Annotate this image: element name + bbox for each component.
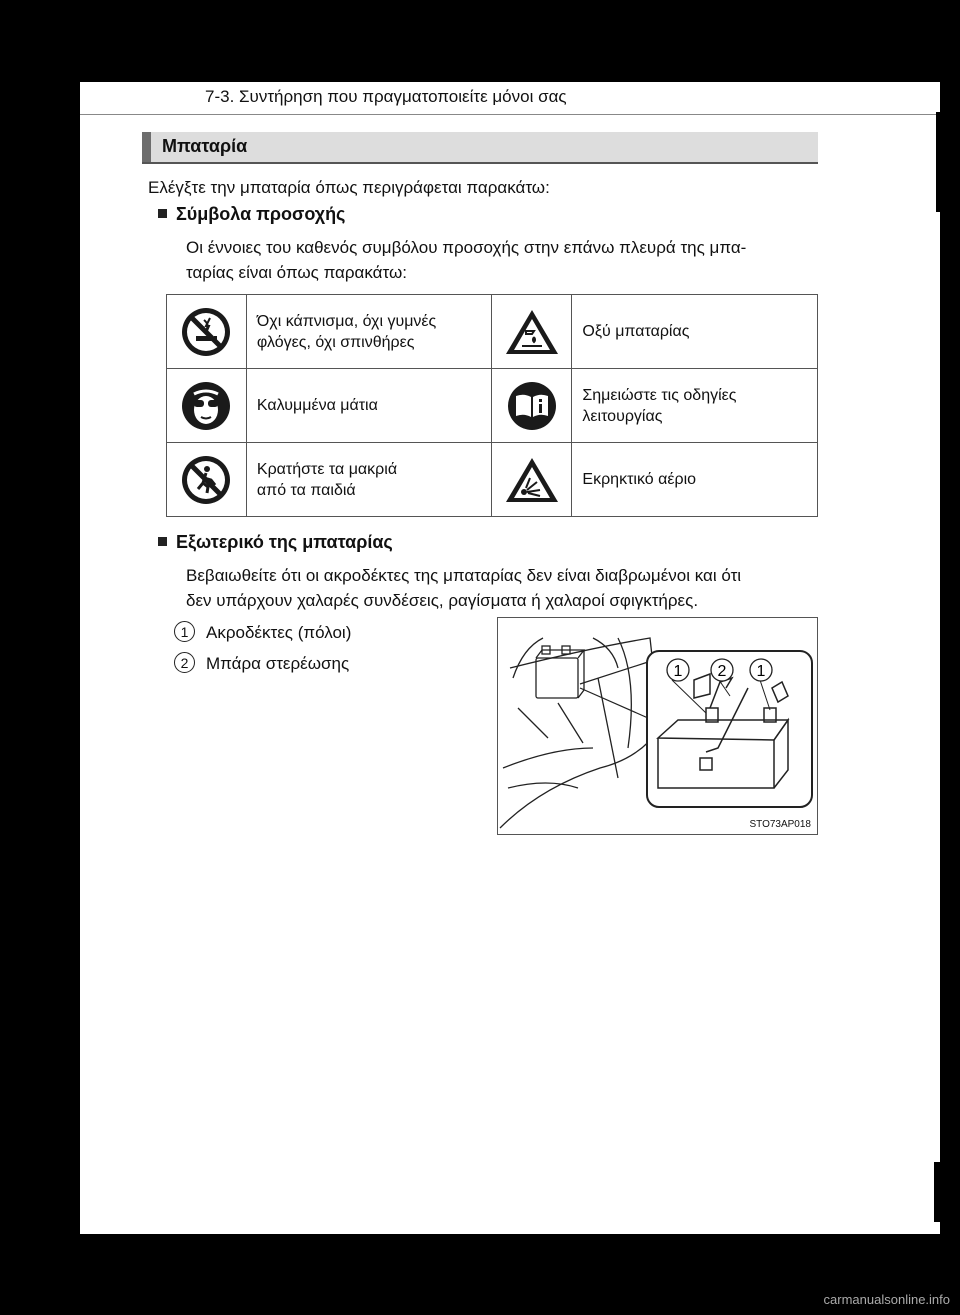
exterior-heading: [158, 532, 393, 553]
explosive-gas-icon: [492, 443, 572, 517]
exterior-line1: Βεβαιωθείτε ότι οι ακροδέκτες της μπαταρίας δεν είναι διαβρωμένοι και ότι: [186, 566, 742, 585]
header-rule: [80, 114, 940, 115]
eye-protection-icon: [167, 369, 247, 443]
heading-label: Σύμβολα προσοχής: [176, 204, 346, 224]
heading-label: Εξωτερικό της μπαταρίας: [176, 532, 393, 552]
legend-item: [174, 621, 351, 643]
symbol-label-line1: Σημειώστε τις οδηγίες: [582, 386, 737, 404]
legend-item: [174, 652, 349, 674]
battery-illustration: [497, 617, 818, 835]
symbol-label: [246, 295, 492, 369]
section-accent: [142, 132, 151, 162]
section-bar: [142, 132, 818, 162]
section-title: Μπαταρία: [162, 136, 248, 156]
callout-number: 2: [174, 652, 195, 673]
symbol-label-line2: φλόγες, όχι σπινθήρες: [256, 333, 415, 351]
page-edge-tab: [936, 112, 942, 212]
symbol-label: [572, 369, 818, 443]
symbol-label: [572, 295, 818, 369]
engine-bay-drawing: [498, 618, 818, 835]
callout-1-left: 1: [673, 663, 683, 680]
table-row: [167, 369, 818, 443]
instruction-manual-icon: [492, 369, 572, 443]
symbol-label-line1: Εκρηκτικό αέριο: [582, 471, 697, 488]
warning-symbols-heading: [158, 204, 345, 225]
table-row: [167, 295, 818, 369]
symbol-label-line2: λειτουργίας: [582, 407, 663, 425]
bullet-square: [158, 209, 167, 218]
keep-away-children-icon: [167, 443, 247, 517]
callout-number: 1: [174, 621, 195, 642]
no-smoking-icon: [167, 295, 247, 369]
callout-2: 2: [717, 663, 727, 680]
table-row: [167, 443, 818, 517]
manual-page: [80, 82, 940, 1234]
bullet-square: [158, 537, 167, 546]
symbol-label-line1: Καλυμμένα μάτια: [256, 397, 378, 414]
legend-label: Μπάρα στερέωσης: [206, 654, 350, 673]
watermark: carmanualsonline.info: [823, 1292, 950, 1307]
battery-acid-icon: [492, 295, 572, 369]
page-edge-tab-bottom: [934, 1162, 940, 1222]
callout-1-right: 1: [756, 663, 766, 680]
symbol-label-line1: Οξύ μπαταρίας: [582, 323, 690, 340]
warning-description-line2: ταρίας είναι όπως παρακάτω:: [186, 263, 407, 282]
symbol-label: [246, 443, 492, 517]
symbol-label-line1: Κρατήστε τα μακριά: [256, 460, 398, 478]
symbol-label-line2: από τα παιδιά: [256, 481, 356, 499]
symbol-label: [246, 369, 492, 443]
section-rule: [142, 162, 818, 164]
symbol-label-line1: Όχι κάπνισμα, όχι γυμνές: [256, 312, 437, 330]
chapter-header: 7-3. Συντήρηση που πραγματοποιείτε μόνοι σας: [205, 87, 567, 106]
warning-description-line1: Οι έννοιες του καθενός συμβόλου προσοχής στην επάνω πλευρά της μπα-: [186, 238, 747, 257]
legend-label: Ακροδέκτες (πόλοι): [206, 623, 352, 642]
figure-caption: STO73AP018: [749, 819, 811, 830]
intro-text: Ελέγξτε την μπαταρία όπως περιγράφεται παρακάτω:: [148, 178, 550, 197]
symbol-label: [572, 443, 818, 517]
exterior-line2: δεν υπάρχουν χαλαρές συνδέσεις, ραγίσματα ή χαλαροί σφιγκτήρες.: [186, 591, 699, 610]
warning-symbols-table: [166, 294, 818, 517]
